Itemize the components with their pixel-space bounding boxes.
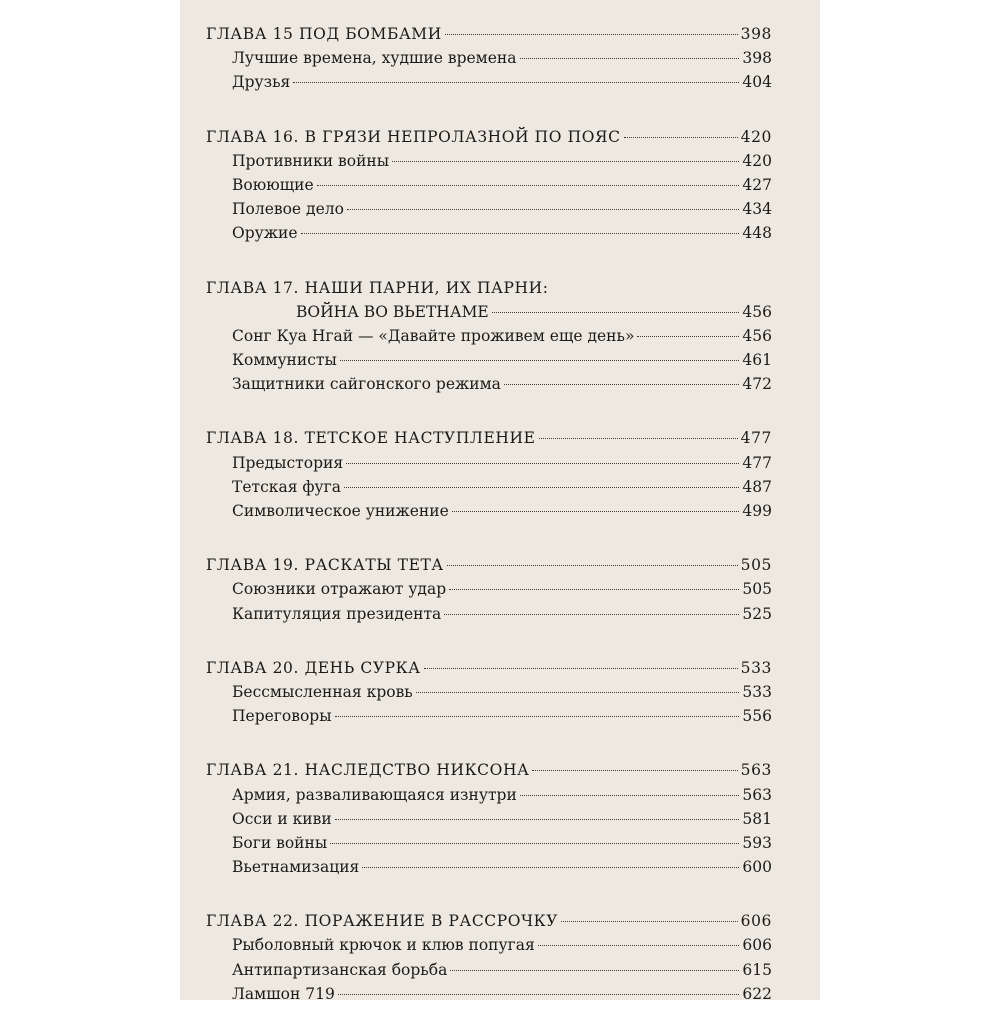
dot-leader [340, 360, 740, 361]
dot-leader [347, 209, 739, 210]
toc-page-number: 563 [740, 761, 772, 780]
toc-chapter [206, 426, 772, 523]
toc-chapter-heading [206, 125, 772, 149]
toc-page-number: 434 [742, 200, 772, 219]
table-of-contents [206, 22, 772, 1036]
toc-chapter [206, 909, 772, 1006]
toc-section-entry [206, 982, 772, 1006]
dot-leader [362, 867, 739, 868]
toc-entry-title: Рыболовный крючок и клюв попугая [232, 936, 535, 955]
toc-page-number: 615 [742, 960, 772, 979]
toc-section-entry [206, 499, 772, 523]
toc-section-entry [206, 46, 772, 70]
toc-entry-title: Защитники сайгонского режима [232, 375, 501, 394]
toc-entry-title: ГЛАВА 21. НАСЛЕДСТВО НИКСОНА [206, 761, 530, 780]
toc-section-entry [206, 451, 772, 475]
dot-leader [492, 312, 740, 313]
toc-section-entry [206, 70, 772, 94]
toc-page-number: 593 [742, 833, 772, 852]
dot-leader [346, 463, 739, 464]
toc-chapter [206, 276, 772, 397]
toc-page-number: 472 [742, 375, 772, 394]
dot-leader [449, 589, 739, 590]
toc-page-number: 505 [742, 580, 772, 599]
toc-section-entry [206, 197, 772, 221]
toc-section-entry [206, 602, 772, 626]
toc-page-number: 456 [742, 326, 772, 345]
toc-entry-title: ГЛАВА 18. ТЕТСКОЕ НАСТУПЛЕНИЕ [206, 429, 536, 448]
toc-section-entry [206, 783, 772, 807]
toc-chapter-heading [206, 758, 772, 782]
toc-page-number: 556 [742, 707, 772, 726]
toc-page-number: 563 [742, 785, 772, 804]
toc-entry-title: Вьетнамизация [232, 858, 360, 877]
toc-section-entry [206, 372, 772, 396]
toc-chapter-heading [206, 553, 772, 577]
toc-entry-title: ВОЙНА ВО ВЬЕТНАМЕ [296, 302, 489, 321]
toc-section-entry [206, 831, 772, 855]
toc-chapter [206, 553, 772, 626]
toc-section-entry [206, 807, 772, 831]
toc-page-number: 427 [742, 175, 772, 194]
dot-leader [504, 384, 739, 385]
toc-entry-title: Полевое дело [232, 200, 344, 219]
dot-leader [424, 668, 738, 669]
toc-page-number: 622 [742, 984, 772, 1003]
toc-page-number: 448 [742, 224, 772, 243]
toc-entry-title: Ламшон 719 [232, 984, 335, 1003]
toc-section-entry [206, 680, 772, 704]
toc-page-number: 533 [742, 682, 772, 701]
toc-entry-title: Армия, разваливающаяся изнутри [232, 785, 517, 804]
toc-entry-title: Символическое унижение [232, 502, 449, 520]
dot-leader [338, 994, 740, 995]
toc-page-number: 525 [742, 604, 772, 623]
toc-chapter [206, 656, 772, 729]
toc-entry-title: Тетская фуга [232, 477, 342, 496]
dot-leader [317, 185, 740, 186]
toc-entry-title: Оружие [232, 224, 298, 243]
toc-entry-title: ГЛАВА 20. ДЕНЬ СУРКА [206, 658, 421, 677]
toc-chapter [206, 758, 772, 879]
toc-section-entry [206, 577, 772, 601]
toc-section-entry [206, 149, 772, 173]
dot-leader [624, 137, 738, 138]
toc-entry-title: Переговоры [232, 707, 332, 726]
toc-page-number: 477 [740, 429, 772, 448]
toc-section-entry [206, 348, 772, 372]
toc-entry-title: ГЛАВА 15 ПОД БОМБАМИ [206, 25, 442, 43]
toc-chapter-heading [206, 656, 772, 680]
toc-page-number: 487 [742, 477, 772, 496]
toc-entry-title: Воюющие [232, 175, 314, 194]
toc-page-number: 600 [742, 858, 772, 877]
toc-page-number: 533 [740, 658, 772, 677]
toc-section-entry [206, 933, 772, 957]
toc-page-number: 477 [742, 453, 772, 472]
dot-leader [444, 614, 739, 615]
toc-entry-title: Коммунисты [232, 351, 337, 370]
toc-page-number: 461 [742, 351, 772, 370]
toc-section-entry [206, 855, 772, 879]
dot-leader [450, 970, 739, 971]
dot-leader [520, 795, 740, 796]
toc-chapter [206, 22, 772, 95]
toc-page-number: 420 [740, 127, 772, 146]
toc-entry-title: Лучшие времена, худшие времена [232, 49, 517, 68]
toc-page-number: 398 [740, 25, 772, 43]
toc-chapter-heading [206, 909, 772, 933]
toc-entry-title: ГЛАВА 16. В ГРЯЗИ НЕПРОЛАЗНОЙ ПО ПОЯС [206, 127, 621, 146]
dot-leader [520, 58, 740, 59]
dot-leader [637, 336, 739, 337]
toc-entry-title: Противники войны [232, 151, 390, 170]
toc-entry-title: ГЛАВА 17. НАШИ ПАРНИ, ИХ ПАРНИ: [206, 278, 549, 297]
toc-entry-title: Боги войны [232, 833, 328, 852]
dot-leader [301, 233, 740, 234]
toc-page-number: 398 [742, 49, 772, 68]
dot-leader [392, 161, 739, 162]
toc-section-entry [206, 324, 772, 348]
dot-leader [335, 819, 740, 820]
toc-page-number: 581 [742, 809, 772, 828]
toc-section-entry [206, 173, 772, 197]
toc-entry-title: Капитуляция президента [232, 604, 442, 623]
dot-leader [445, 34, 738, 35]
dot-leader [452, 511, 740, 512]
toc-entry-title: ГЛАВА 22. ПОРАЖЕНИЕ В РАССРОЧКУ [206, 912, 559, 931]
toc-chapter-heading [206, 22, 772, 46]
toc-page-number: 404 [742, 73, 772, 92]
dot-leader [447, 565, 738, 566]
toc-page-number: 606 [742, 936, 772, 955]
toc-page-number: 505 [740, 556, 772, 575]
toc-entry-title: Бессмысленная кровь [232, 682, 413, 701]
dot-leader [539, 438, 738, 439]
toc-section-entry [206, 221, 772, 245]
toc-page-number: 420 [742, 151, 772, 170]
dot-leader [532, 770, 737, 771]
toc-chapter [206, 125, 772, 246]
book-page [180, 0, 820, 1003]
dot-leader [538, 945, 740, 946]
toc-entry-title: Антипартизанская борьба [232, 960, 448, 979]
toc-entry-title: Друзья [232, 73, 291, 92]
toc-entry-title: ГЛАВА 19. РАСКАТЫ ТЕТА [206, 556, 444, 575]
toc-entry-title: Союзники отражают удар [232, 580, 447, 599]
toc-entry-title: Осси и киви [232, 809, 332, 828]
dot-leader [561, 921, 738, 922]
dot-leader [330, 843, 739, 844]
dot-leader [344, 487, 739, 488]
toc-section-entry [206, 704, 772, 728]
toc-page-number: 499 [742, 502, 772, 520]
toc-section-entry [206, 958, 772, 982]
toc-chapter-heading [206, 300, 772, 324]
toc-section-entry [206, 475, 772, 499]
toc-page-number: 606 [740, 912, 772, 931]
toc-entry-title: Сонг Куа Нгай — «Давайте проживем еще день» [232, 326, 635, 345]
toc-chapter-heading [206, 276, 772, 300]
toc-chapter-heading [206, 426, 772, 450]
dot-leader [335, 716, 740, 717]
toc-page-number: 456 [742, 302, 772, 321]
dot-leader [293, 82, 739, 83]
dot-leader [416, 692, 740, 693]
toc-entry-title: Предыстория [232, 453, 344, 472]
